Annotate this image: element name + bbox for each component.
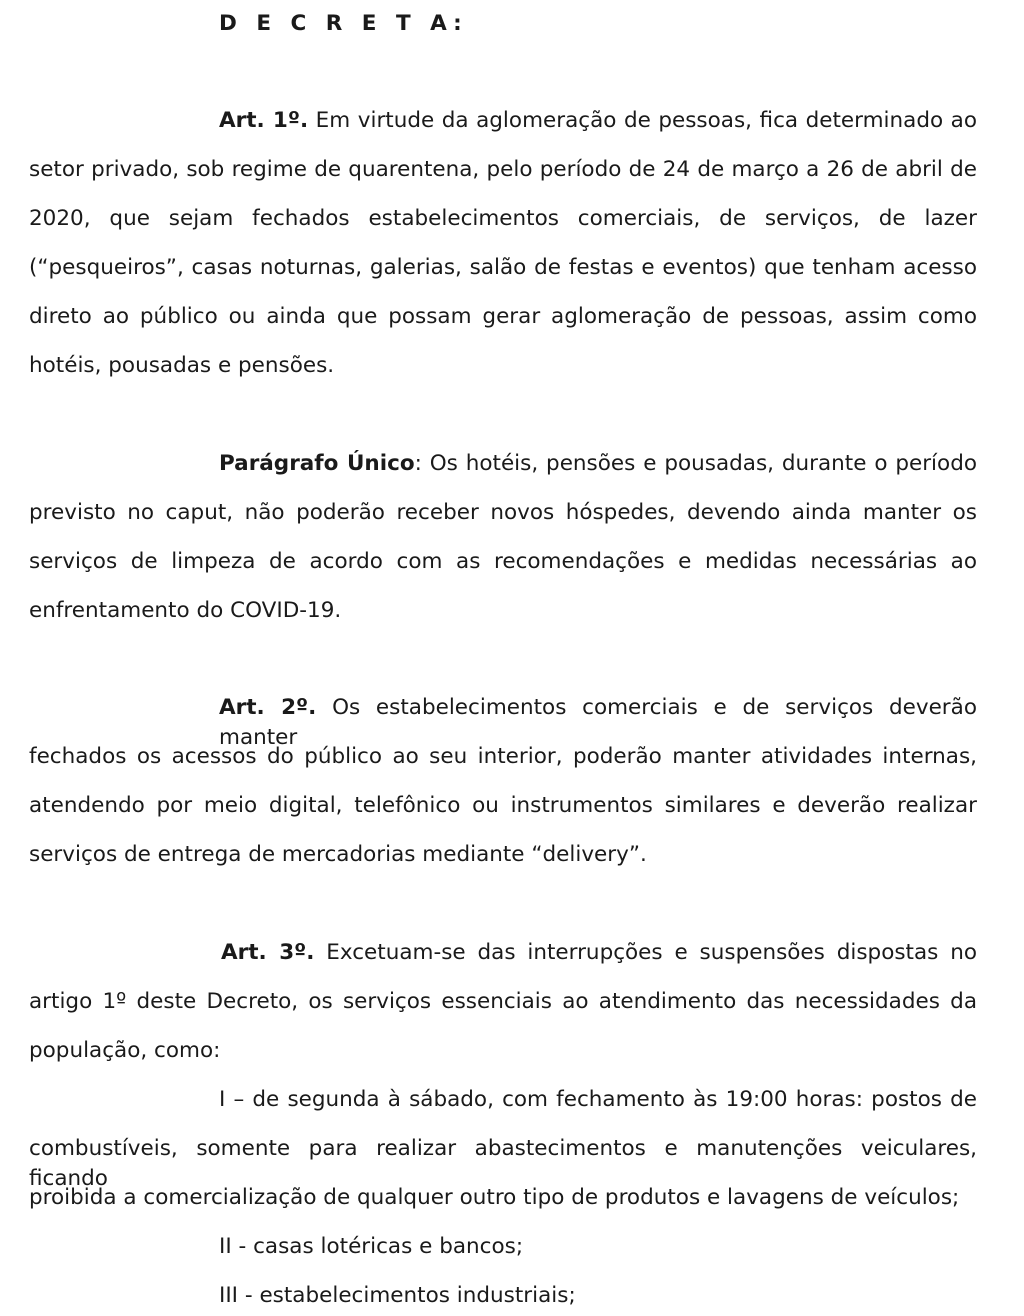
art2-label: Art. 2º.	[219, 695, 317, 720]
art3-line2: artigo 1º deste Decreto, os serviços essenciais ao atendimento das necessidades da	[29, 989, 977, 1014]
art2-line1	[219, 693, 977, 750]
paragrafo-text-1: : Os hotéis, pensões e pousadas, durante o período	[414, 451, 977, 476]
art1-line2: setor privado, sob regime de quarentena, pelo período de 24 de março a 26 de abril de	[29, 157, 977, 182]
art3-item1-line1: I – de segunda à sábado, com fechamento às 19:00 horas: postos de	[219, 1087, 977, 1112]
art3-item2: II - casas lotéricas e bancos;	[219, 1234, 524, 1259]
art3-item1-line2: combustíveis, somente para realizar abastecimentos e manutenções veiculares, ficando	[29, 1136, 977, 1191]
art1-label: Art. 1º.	[219, 108, 309, 133]
paragrafo-label: Parágrafo Único	[219, 451, 415, 476]
art1-line5: direto ao público ou ainda que possam gerar aglomeração de pessoas, assim como	[29, 304, 977, 329]
art1-line6: hotéis, pousadas e pensões.	[29, 353, 335, 378]
art2-line4: serviços de entrega de mercadorias mediante “delivery”.	[29, 842, 647, 867]
art3-label: Art. 3º.	[221, 940, 315, 965]
paragrafo-line3: serviços de limpeza de acordo com as recomendações e medidas necessárias ao	[29, 549, 977, 574]
art3-line1	[221, 938, 977, 968]
paragrafo-line1	[219, 449, 977, 479]
art1-text-1: Em virtude da aglomeração de pessoas, fica determinado ao	[308, 108, 977, 133]
art1-line3: 2020, que sejam fechados estabelecimentos comerciais, de serviços, de lazer	[29, 206, 977, 231]
paragrafo-line4: enfrentamento do COVID-19.	[29, 598, 342, 623]
art3-item3: III - estabelecimentos industriais;	[219, 1283, 576, 1308]
art3-line3: população, como:	[29, 1038, 221, 1063]
paragrafo-line2: previsto no caput, não poderão receber novos hóspedes, devendo ainda manter os	[29, 500, 977, 525]
art1-line4: (“pesqueiros”, casas noturnas, galerias, salão de festas e eventos) que tenham acesso	[29, 255, 977, 280]
art3-text-1: Excetuam-se das interrupções e suspensões dispostas no	[314, 940, 977, 965]
art2-text-1: Os estabelecimentos comerciais e de serviços deverão manter	[219, 695, 977, 750]
decree-heading: D E C R E T A:	[219, 11, 468, 36]
art2-line2: fechados os acessos do público ao seu interior, poderão manter atividades internas,	[29, 744, 977, 769]
art1-line1	[219, 106, 977, 136]
art2-line3: atendendo por meio digital, telefônico ou instrumentos similares e deverão realizar	[29, 793, 977, 818]
art3-item1-line3: proibida a comercialização de qualquer outro tipo de produtos e lavagens de veículos;	[29, 1185, 960, 1210]
